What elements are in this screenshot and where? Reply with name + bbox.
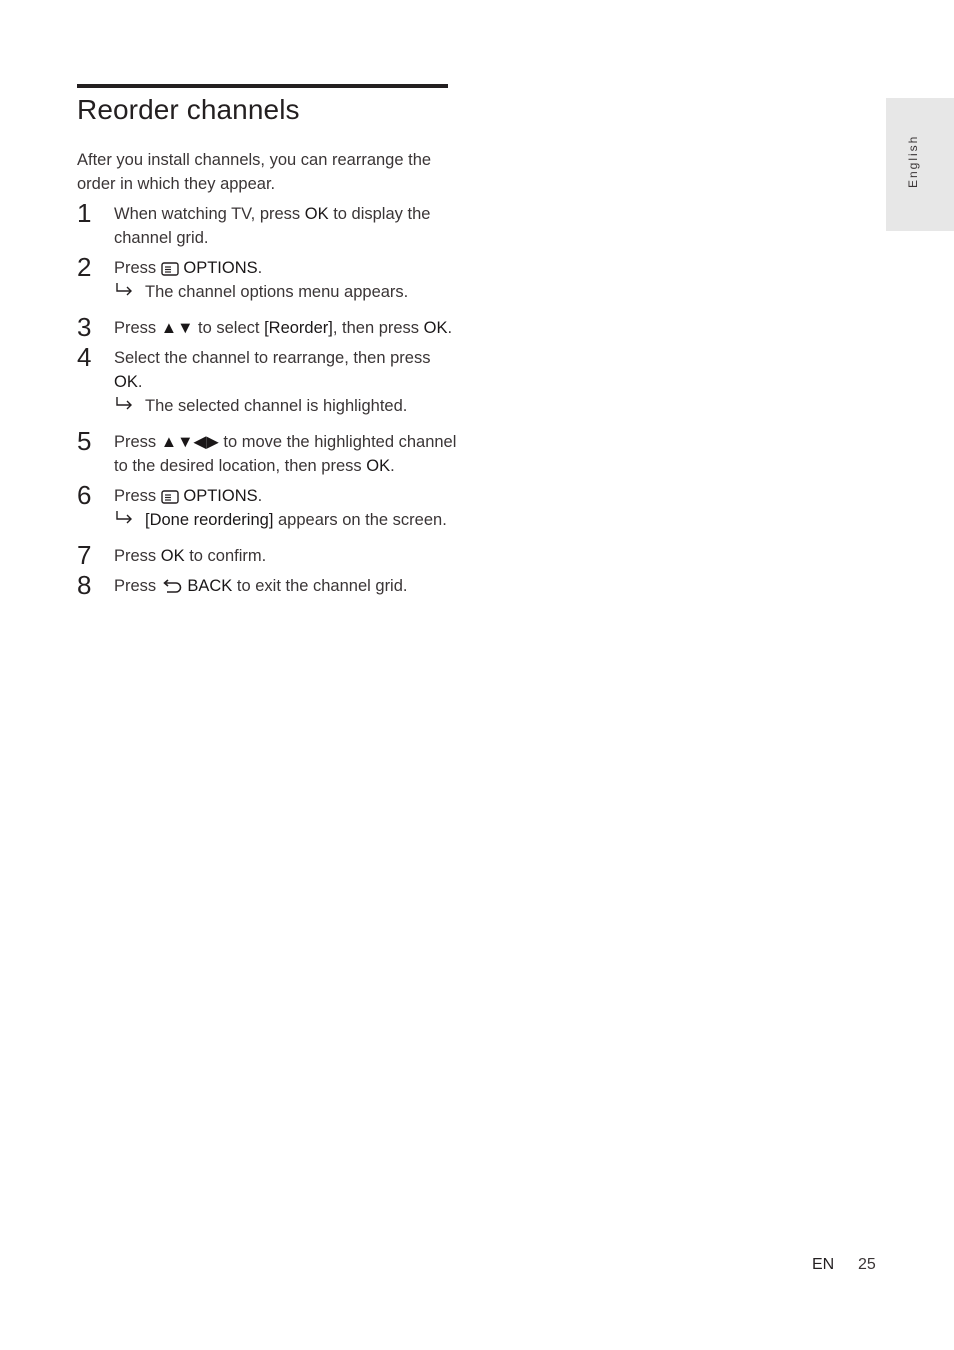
step-1: 1 When watching TV, press OK to display the channel grid. <box>77 198 431 247</box>
step-result: [Done reordering] appears on the screen. <box>114 508 457 532</box>
step-6: 6 Press OPTIONS. [Done reordering] appears on the screen. <box>77 484 457 532</box>
step-8: 8 Press BACK to exit the channel grid. <box>77 570 408 600</box>
step-5: 5 Press ▲▼◀▶ to move the highlighted channel to the desired location, then press OK. <box>77 426 457 475</box>
step-2: 2 Press OPTIONS. The channel options menu appears. <box>77 256 457 304</box>
step-number: 2 <box>77 252 92 282</box>
done-reordering-option: [Done reordering] <box>145 511 274 529</box>
footer-language: EN <box>812 1256 835 1273</box>
step-number: 7 <box>77 540 92 570</box>
result-arrow-icon <box>114 508 136 528</box>
step-number: 8 <box>77 570 92 600</box>
options-icon <box>161 262 179 276</box>
ok-key: OK <box>114 373 138 391</box>
page-title: Reorder channels <box>77 94 300 125</box>
navigation-arrows-icon: ▲▼ <box>160 319 194 337</box>
language-tab <box>886 98 954 231</box>
step-number: 4 <box>77 342 92 372</box>
ok-key: OK <box>304 205 329 223</box>
result-arrow-icon <box>114 394 136 414</box>
ok-key: OK <box>160 547 185 565</box>
back-icon <box>161 579 183 594</box>
title-rule <box>77 84 448 88</box>
step-number: 3 <box>77 312 92 342</box>
step-7: 7 Press OK to confirm. <box>77 540 267 570</box>
step-4: 4 Select the channel to rearrange, then press OK. The selected channel is highlighted. <box>77 346 457 418</box>
reorder-option: [Reorder] <box>264 319 333 337</box>
back-key: BACK <box>187 577 233 595</box>
navigation-arrows-icon: ▲▼◀▶ <box>160 433 219 451</box>
language-tab-label: English <box>906 134 920 188</box>
step-result: The selected channel is highlighted. <box>114 394 457 418</box>
page-number: 25 <box>858 1256 876 1273</box>
step-number: 1 <box>77 198 92 228</box>
options-key: OPTIONS <box>183 259 258 277</box>
options-icon <box>161 490 179 504</box>
intro-paragraph: After you install channels, you can rearrange the order in which they appear. <box>77 151 432 193</box>
step-number: 6 <box>77 480 92 510</box>
content <box>77 148 457 598</box>
options-key: OPTIONS <box>183 487 258 505</box>
ok-key: OK <box>423 319 448 337</box>
step-number: 5 <box>77 426 92 456</box>
result-arrow-icon <box>114 280 136 300</box>
step-result: The channel options menu appears. <box>114 280 457 304</box>
step-3: 3 Press ▲▼ to select [Reorder], then press OK. <box>77 312 453 342</box>
ok-key: OK <box>366 457 391 475</box>
